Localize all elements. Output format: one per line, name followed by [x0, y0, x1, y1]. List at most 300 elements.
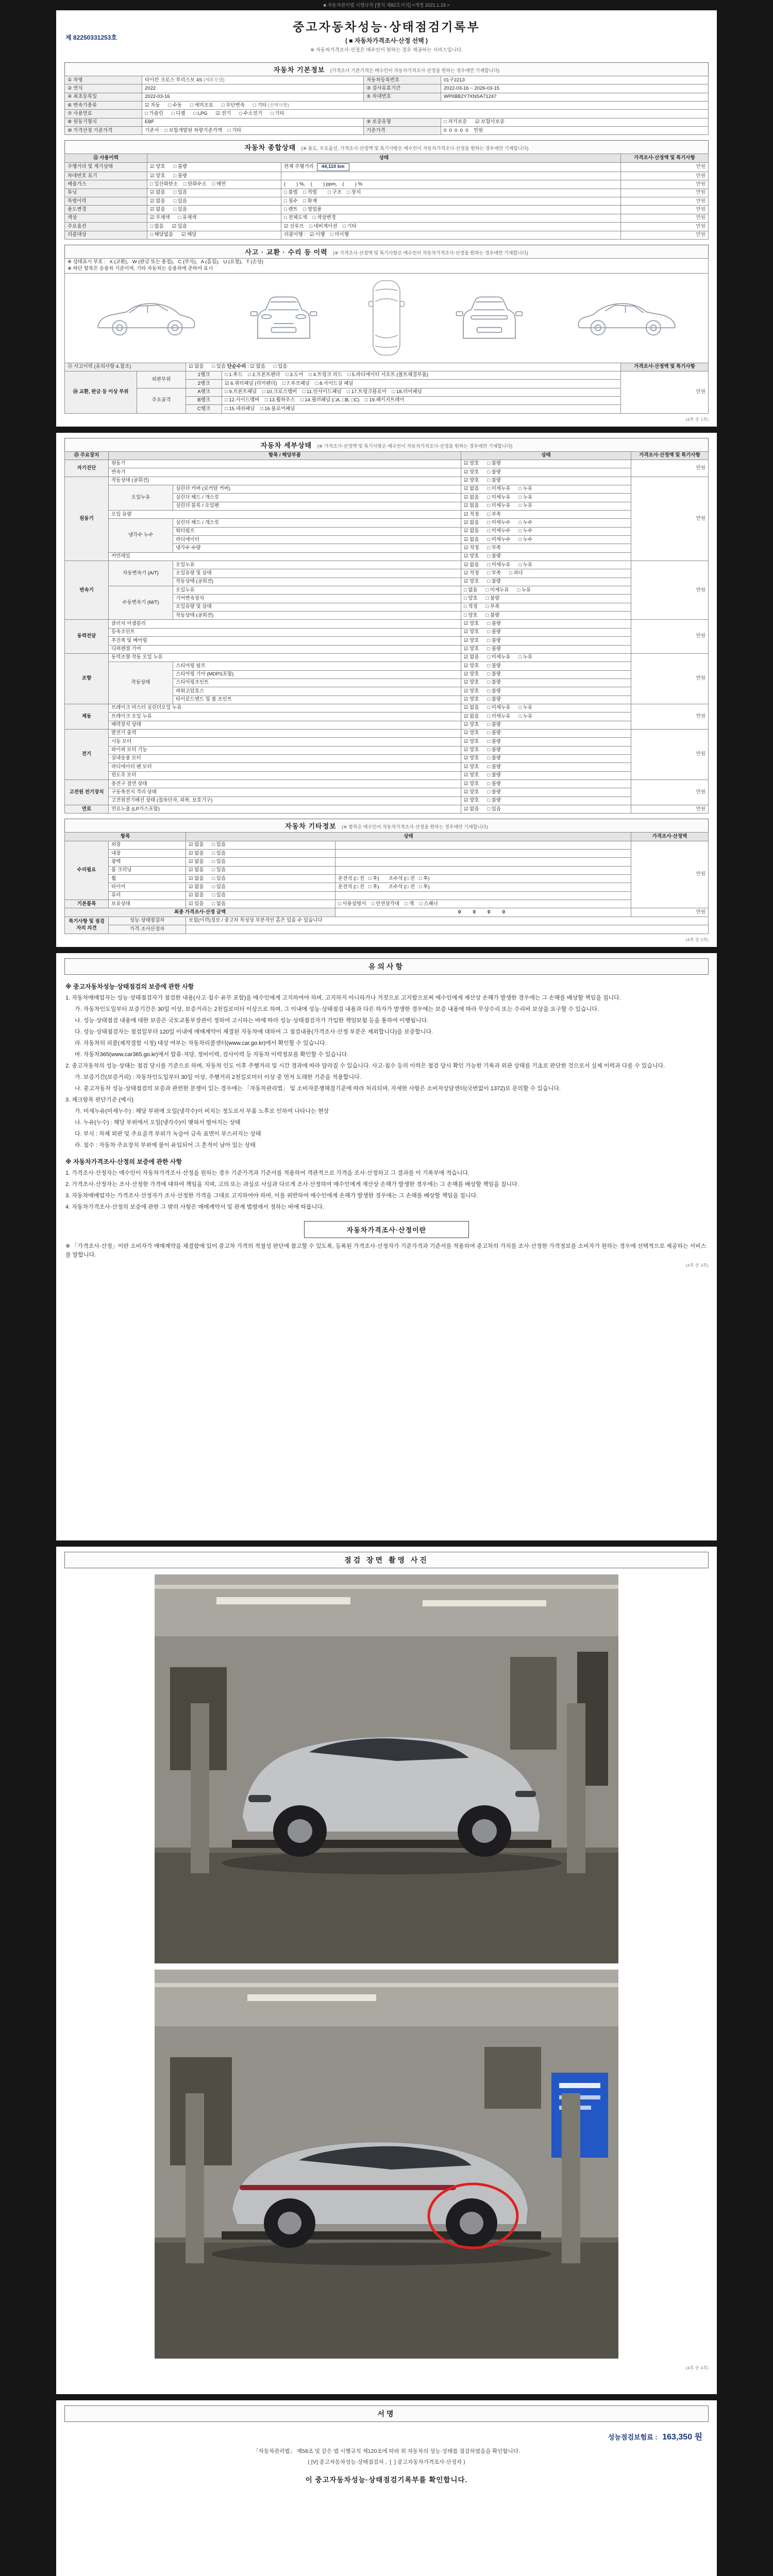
photos-title: 점검 장면 촬영 사진: [64, 1552, 709, 1568]
group-brake: 제동: [65, 704, 109, 729]
state: ☑ 없음 □ 미세누유 □ 누유: [461, 485, 631, 493]
section-title-basic: [64, 62, 709, 76]
col-state: 상태: [461, 451, 631, 460]
section-title-text: 사고 · 교환 · 수리 등 이력: [245, 248, 328, 256]
item: 스티어링 기어 (MDPS포함): [173, 670, 461, 679]
amount-cell: 만원: [631, 653, 709, 704]
signature-title: 서명: [64, 2405, 709, 2422]
section-title-note: (가격조사 기준가격은 매수인이 자동차가격조사·산정을 원하는 경우에만 기재합니다): [330, 68, 500, 73]
amount-cell: 만원: [631, 477, 709, 561]
document-subtitle-note: ※ 자동차가격조사·산정은 매수인이 원하는 경우 제공하는 서비스입니다.: [310, 47, 463, 53]
item: 오일누유: [173, 561, 461, 569]
accident-history-state: ☑ 없음 □ 있음 단순수리 : ☑ 없음 □ 있음: [186, 363, 621, 371]
amount-cell: 만원: [621, 231, 709, 239]
item: 실린더 커버 (로커암 커버): [173, 485, 461, 493]
page-detail-state: [56, 433, 717, 947]
state: ☑ 없음 □ 미세누수 □ 누수: [461, 527, 631, 535]
item: 실린더 블록 / 오일팬: [173, 502, 461, 510]
amount-cell: 만원: [621, 172, 709, 180]
item: 발전기 출력: [109, 729, 461, 737]
car-name-submodel: (세부모델): [203, 77, 225, 82]
state: ☑ 양호 □ 불량: [461, 771, 631, 779]
state: ☑ 없음 □ 있음: [186, 850, 335, 858]
item: 클러치 어셈블리: [109, 620, 461, 628]
price-appraisal-definition-box: 자동차가격조사·산정이란: [304, 1221, 469, 1238]
first-registration-label: ④ 최초등록일: [65, 93, 142, 101]
car-diagram-front: [246, 291, 321, 345]
row-label: 차대번호 표기: [65, 172, 147, 180]
item: 휠: [109, 875, 186, 883]
car-name-value: 타이칸 크로스 투리스모 4S (세부모델): [142, 76, 364, 84]
signature-statement-1: 「자동차관리법」 제58조 및 같은 법 시행규칙 제120조에 따라 위 자동차의 성능·상태를 점검하였음을 확인합니다.: [253, 2448, 520, 2454]
rank2-label: 2랭크: [186, 380, 222, 388]
state: ☑ 없음 □ 있음: [186, 883, 335, 891]
row-extra: ☑ 선루프 □ 네비게이션 □ 기타: [281, 223, 621, 231]
col-amount: 가격조사·산정액 및 특기사항: [621, 154, 709, 162]
extra: [335, 891, 631, 900]
col-use-history: ⑪ 사용이력: [65, 154, 147, 162]
item: 구동축전지 격리 상태: [109, 788, 461, 796]
item: 커먼레일: [109, 552, 461, 561]
state: ☑ 없음 □ 미세누수 □ 누수: [461, 519, 631, 527]
item: 브레이크 마스터 실린더오일 누유: [109, 704, 461, 712]
item: 냉각수 수량: [173, 544, 461, 552]
amount-cell: 만원: [621, 223, 709, 231]
notice-line: 라. 자동차의 리콜(제작결함 시정) 대상 여부는 자동차리콜센터(www.car.go.kr)에서 확인할 수 있습니다.: [75, 1040, 327, 1046]
transmission-note: (선택사항): [268, 102, 289, 108]
state: ☑ 적정 □ 부족 □ 과다: [461, 569, 631, 578]
notice-line: 다. 부식 : 차체 외판 및 주요골격 부위가 녹슬어 금속 표면이 부스러지는 상태: [75, 1131, 261, 1138]
group-basic-items: 기본품목: [65, 900, 109, 908]
signature-statement-2: ( [V] 중고자동차성능·상태점검자 , [ ] 중고자동차가격조사·산정자 ): [308, 2459, 465, 2465]
car-diagram-top: [365, 277, 408, 359]
photo-scene-front: [155, 1574, 618, 1963]
state: ☑ 없음 □ 있음: [461, 805, 631, 814]
state: ☑ 양호 □ 불량: [461, 788, 631, 796]
notice-line: 나. 중고자동차 성능·상태점검의 보증과 관련한 분쟁이 있는 경우에는 「자동차관리법」 및 소비자분쟁해결기준에 따라 처리되며, 자세한 사항은 소비자상담센터(국번없이 1372)로 문의할 수 있습니다.: [75, 1085, 561, 1092]
first-registration-value: 2022-03-16: [142, 93, 364, 101]
group-electric: 전기: [65, 729, 109, 779]
subgroup-oil-leak: 오일누유: [109, 485, 173, 510]
page-number-note: (4쪽 중 4쪽): [685, 2365, 709, 2370]
section-title-overall: [64, 140, 709, 154]
document-subtitle: ( ■ 자동차가격조사·산정 선택 ): [345, 37, 428, 44]
item: 추진축 및 베어링: [109, 637, 461, 645]
notice-line: 3. 자동차매매업자는 가격조사·산정자가 조사·산정한 가격을 그대로 고지하여야 하며, 이를 위반하여 매수인에게 손해가 발생한 경우에는 그 손해를 배상할 책임을 집니다.: [65, 1193, 478, 1199]
page-notice: [56, 953, 717, 1540]
item: 변속기: [109, 468, 461, 477]
item: 와이퍼 모터 기능: [109, 746, 461, 754]
row-state: ☑ 없음 □ 있음: [147, 189, 281, 197]
row-label: 배출가스: [65, 180, 147, 189]
car-name-label: ① 차명: [65, 76, 142, 84]
state: ☑ 양호 □ 불량: [461, 620, 631, 628]
state: ☑ 없음 □ 미세누유 □ 누유: [461, 713, 631, 721]
car-diagram-side-left: [91, 291, 201, 345]
state: ☑ 양호 □ 불량: [461, 637, 631, 645]
group-transmission: 변속기: [65, 561, 109, 620]
section-title-text: 자동차 기타정보: [285, 822, 337, 831]
accident-history-table: [64, 258, 709, 414]
odometer-state: ☑ 양호 □ 불량: [147, 162, 281, 172]
group-selfdiag: 자기진단: [65, 460, 109, 477]
amount-cell: 만원: [631, 561, 709, 620]
fuel-label: ⑦ 사용연료: [65, 110, 142, 118]
item: 타이로드엔드 및 볼 조인트: [173, 696, 461, 704]
row-extra: [281, 172, 621, 180]
notice-line: 나. 누유(누수) : 해당 부위에서 오일(냉각수)이 맺혀서 떨어지는 상태: [75, 1120, 241, 1126]
state: ☑ 양호 □ 불량: [461, 578, 631, 586]
legend-line-1: ※ 상태표시 부호 : X (교환), W (판금 또는 용접), C (부식), A (흠집), U (요철), T (손상): [68, 259, 263, 265]
document-header: [64, 15, 709, 57]
group-repair-needed: 수리필요: [65, 841, 109, 900]
col-item: 항목: [65, 833, 186, 841]
row-label: 튜닝: [65, 189, 147, 197]
state: ☑ 없음 □ 미세누유 □ 누유: [461, 653, 631, 662]
item: 보유상태: [109, 900, 186, 908]
col-device: ⑮ 주요장치: [65, 451, 109, 460]
year-label: ② 연식: [65, 84, 142, 93]
row-label: 주요옵션: [65, 223, 147, 231]
notice-line: 나. 성능·상태점검 내용에 대한 보증은 국토교통부장관이 정하여 고시하는 바에 따라 성능·상태점검자가 가입한 책임보험 등을 통하여 이행됩니다.: [75, 1017, 429, 1024]
amount-cell: 만원: [631, 729, 709, 779]
state: ☑ 없음 □ 있음: [186, 841, 335, 849]
rank1-label: 1랭크: [186, 371, 222, 379]
state: ☑ 적정 □ 부족: [461, 544, 631, 552]
inspection-insurance-fee: [71, 2430, 702, 2442]
col-state: 상태: [147, 154, 621, 162]
fee-label: 성능점검보험료 :: [608, 2433, 658, 2441]
notice-section1-title: ※ 중고자동차성능·상태점검의 보증에 관한 사항: [65, 982, 194, 990]
legend-line-2: ※ 하단 항목은 승용차 기준이며, 기타 자동차는 승용차에 준하여 표시: [68, 265, 213, 272]
row-label: 리콜대상: [65, 231, 147, 239]
state: ☑ 양호 □ 불량: [461, 780, 631, 788]
state: ☑ 없음 □ 미세누수 □ 누수: [461, 536, 631, 544]
rankC-items: □ 15.대쉬패널 □ 16.플로어패널: [222, 405, 621, 413]
notice-line: 가. 미세누유(미세누수) : 해당 부위에 오일(냉각수)이 비치는 정도로서 부품 노후로 인하여 나타나는 현상: [75, 1108, 329, 1114]
row-extra: □ 침수 □ 화재: [281, 197, 621, 206]
item: 원동기: [109, 460, 461, 468]
row-state: ☑ 없음 □ 있음: [147, 206, 281, 214]
rank2-items: ☑ 6.쿼터패널 (리어펜더) □ 7.루프패널 □ 8.사이드실 패널: [222, 380, 621, 388]
amount-cell: 만원: [621, 206, 709, 214]
row-state: □ 없음 ☑ 있음: [147, 223, 281, 231]
vin-label: ⑤ 차대번호: [364, 93, 441, 101]
subgroup-mt: 수동변속기 (M/T): [109, 586, 173, 620]
notice-line: 마. 자동차365(www.car365.go.kr)에서 압류·저당, 정비이력, 검사이력 등 자동차 이력정보를 확인할 수 있습니다.: [75, 1051, 349, 1058]
state: ☑ 양호 □ 불량: [461, 687, 631, 696]
item: 디퍼렌셜 기어: [109, 645, 461, 653]
subgroup-operation: 작동상태: [109, 662, 173, 704]
simple-repair-state: ☑ 없음 □ 있음: [250, 364, 288, 370]
inspector-opinion-label: 특기사항 및 점검자의 의견: [65, 917, 109, 934]
amount-cell: 만원: [631, 704, 709, 729]
item: 라디에이터: [173, 536, 461, 544]
state: ☑ 양호 □ 불량: [461, 796, 631, 805]
item: 광택: [109, 858, 186, 866]
state: ☑ 양호 □ 불량: [461, 754, 631, 762]
item: 배력장치 상태: [109, 721, 461, 729]
item: 오일유량 및 상태: [173, 569, 461, 578]
outer-panel-label: 외판부위: [137, 371, 186, 388]
row-state: □ 일산화탄소 □ 탄화수소 □ 매연: [147, 180, 281, 189]
amount-cell: 만원: [631, 620, 709, 653]
state: □ 양호 □ 불량: [461, 612, 631, 620]
state: ☑ 양호 □ 불량: [461, 645, 631, 653]
rank1-items: □ 1.후드 □ 2.프론트펜더 □ 3.도어 □ 4.트렁크 리드 □ 5.라디에이터 서포트 (볼트체결부품): [222, 371, 621, 379]
state: ☑ 양호 □ 불량: [461, 477, 631, 485]
rankA-items: □ 9.프론트패널 □ 10.크로스멤버 □ 11.인사이드패널 □ 17.트렁크플로어 □ 18.리어패널: [222, 388, 621, 396]
inspection-period-label: ③ 검사유효기간: [364, 84, 441, 93]
extra: [335, 858, 631, 866]
base-price-label: 기준가격: [364, 127, 441, 135]
main-frame-label: 주요골격: [137, 388, 186, 413]
state: ☑ 없음 □ 있음: [186, 891, 335, 900]
rankB-label: B랭크: [186, 396, 222, 404]
warranty-type-value: □ 자가보증 ☑ 보험사보증: [441, 118, 709, 126]
item: 동력조향 작동 오일 누유: [109, 653, 461, 662]
state: ☑ 없음 □ 미세누유 □ 누유: [461, 561, 631, 569]
amount-cell: 만원: [631, 460, 709, 477]
base-price-value: 0 0 0 0 0 만원: [441, 127, 709, 135]
page-number-note: (4쪽 중 1쪽): [685, 416, 709, 422]
row-extra: □ 렌트 □ 영업용: [281, 206, 621, 214]
state: ☑ 없음 □ 미세누유 □ 누유: [461, 494, 631, 502]
amount-cell: 만원: [621, 214, 709, 222]
page-photos: [56, 1547, 717, 2394]
state-legend: [65, 258, 709, 273]
state: ☑ 양호 □ 불량: [461, 670, 631, 679]
state: ☑ 양호 □ 불량: [461, 679, 631, 687]
item: 고전원전기배선 상태 (접속단자, 피복, 보호기구): [109, 796, 461, 805]
performance-inspector-label: 성능·상태점검자: [109, 917, 186, 925]
rankC-label: C랭크: [186, 405, 222, 413]
notice-section2-title: ※ 자동차가격조사·산정의 보증에 관한 사항: [65, 1158, 182, 1166]
price-base-value: 기준서 : □ 보험개발원 차량기준가액 □ 기타: [142, 127, 364, 135]
item: 연료누출 (LP가스포함): [109, 805, 461, 814]
item: 워터펌프: [173, 527, 461, 535]
row-state: □ 해당없음 ☑ 해당: [147, 231, 281, 239]
item: 작동상태 (공회전): [109, 477, 461, 485]
row-state: ☑ 없음 □ 있음: [147, 197, 281, 206]
notice-line: 2. 가격조사·산정자는 조사·산정한 가격에 대하여 책임을 지며, 고의 또는 과실로 사실과 다르게 조사·산정하여 매수인에게 재산상 손해가 발생한 경우에는 그 손해를 배상할 책임을 집니다.: [65, 1181, 519, 1188]
car-diagram-cell: [65, 273, 709, 363]
notice-line: 1. 가격조사·산정자는 매수인이 자동차가격조사·산정을 원하는 경우 기준가격과 기준서를 적용하여 객관적으로 가격을 조사·산정하고 그 결과를 이 기록부에 적습니다.: [65, 1170, 470, 1177]
page-signature: [56, 2400, 717, 2576]
notice-title: 유의사항: [64, 958, 709, 975]
state: ☑ 양호 □ 불량: [461, 696, 631, 704]
row-extra: □ 불법 □ 적법 □ 구조 □ 장치: [281, 189, 621, 197]
item: 스티어링조인트: [173, 679, 461, 687]
state: ☑ 양호 □ 불량: [461, 746, 631, 754]
detail-state-table: [64, 451, 709, 814]
item: 실내송풍 모터: [109, 754, 461, 762]
item: 스티어링 펌프: [173, 662, 461, 670]
row-extra: ( ) %, ( ) ppm, ( ) %: [281, 180, 621, 189]
state: ☑ 양호 □ 불량: [461, 738, 631, 746]
state: ☑ 양호 □ 불량: [461, 628, 631, 636]
warranty-type-label: ⑨ 보증유형: [364, 118, 441, 126]
row-label: 특별이력: [65, 197, 147, 206]
simple-repair-label: 단순수리: [227, 364, 246, 370]
notice-line: 가. 보증기간(보증거리) : 자동차인도일부터 30일 이상, 주행거리 2천킬로미터 이상 중 먼저 도래한 기준을 적용합니다.: [75, 1074, 361, 1080]
subgroup-coolant-leak: 냉각수 누수: [109, 519, 173, 552]
odometer-reading: 현재 주행거리 44,110 km: [281, 162, 621, 172]
item: 라디에이터 팬 모터: [109, 763, 461, 771]
extra: 운전석 (□ 전 □ 후) 조수석 (□ 전 □ 후): [335, 875, 631, 883]
year-value: 2022: [142, 84, 364, 93]
section-title-accident: [64, 245, 709, 258]
notice-line: 3. 체크항목 판단기준 (예시): [65, 1096, 133, 1103]
col-item: 항목 / 해당부품: [109, 451, 461, 460]
fee-value: 163,350 원: [662, 2432, 702, 2442]
amount-cell: 만원: [631, 841, 709, 908]
form-reference-note: ■ 자동차관리법 시행규칙 [별지 제82호서식] <개정 2021.1.19.>: [323, 3, 450, 8]
reg-no-label: 자동차등록번호: [364, 76, 441, 84]
final-price-label: 최종 가격조사·산정 금액: [65, 908, 335, 917]
item: 브레이크 오일 누유: [109, 713, 461, 721]
subgroup-at: 자동변속기 (A/T): [109, 561, 173, 586]
vin-value: WP0BB2Y7XNSA71247: [441, 93, 709, 101]
price-base-label: ⑩ 가격산정 기준가격: [65, 127, 142, 135]
col-amount: 가격조사·산정액 및 특기사항: [620, 363, 708, 371]
page-number-note: (4쪽 중 2쪽): [685, 937, 709, 942]
row-state: ☑ 양호 □ 불량: [147, 172, 281, 180]
signature-confirmation: 이 중고자동차성능·상태점검기록부를 확인합니다.: [305, 2476, 468, 2484]
state: ☑ 없음 □ 미세누유 □ 누유: [461, 502, 631, 510]
state: □ 양호 □ 불량: [461, 595, 631, 603]
group-fuel: 연료: [65, 805, 109, 814]
row-state: ☑ 무채색 □ 유채색: [147, 214, 281, 222]
section-title-note: (※ 용도, 주요옵션, 가격조사·산정액 및 특기사항은 매수인이 자동차가격조사·산정을 원하는 경우에만 기재합니다): [301, 146, 529, 151]
item: 파워고압호스: [173, 687, 461, 696]
notice-line: 가. 자동차인도일부터 보증기간은 30일 이상, 보증거리는 2천킬로미터 이상으로 하며, 그 이내에 성능·상태점검 내용과 다른 하자가 발생한 경우에는 보증 내용에 따라 무상수리 또는 수리비 보상을 요구할 수 있습니다.: [75, 1006, 599, 1012]
col-amount: 가격조사·산정액: [631, 833, 709, 841]
car-diagrams: [68, 274, 705, 362]
notice-line: 라. 침수 : 자동차 주요장치 부위에 물이 유입되어 그 흔적이 남아 있는 상태: [75, 1142, 256, 1149]
state: ☑ 양호 □ 불량: [461, 460, 631, 468]
section-title-note: (※ 가격조사·산정액 및 특기사항은 매수인이 자동차가격조사·산정을 원하는 경우에만 기재합니다): [333, 250, 528, 256]
rankB-items: □ 12.사이드멤버 □ 13.휠하우스 □ 14.필러패널 (□A, □B, □C) □ 19.패키지트레이: [222, 396, 621, 404]
item: 룸 크리닝: [109, 866, 186, 874]
item: 충전구 절연 상태: [109, 780, 461, 788]
item: 작동상태 (공회전): [173, 612, 461, 620]
odometer-value: 44,110 km: [317, 163, 349, 171]
extra: [335, 850, 631, 858]
col-amount: 가격조사·산정액 및 특기사항: [631, 451, 709, 460]
notice-line: 2. 중고자동차의 성능·상태는 점검 당시를 기준으로 하며, 자동차 인도 이후 주행거리 및 시간 경과에 따라 달라질 수 있습니다. 사고·침수 등의 이력은 점검 당시 확인 가능한 기록과 외관 상태를 기초로 판단한 것으로서 실제 이력과 다를 수 있습니다.: [65, 1062, 665, 1069]
performance-inspector-comment: 보험(이력)정보 / 중고차 특성상 부분적인 흠은 있을 수 있습니다: [186, 917, 709, 925]
extra: 운전석 (□ 전 □ 후) 조수석 (□ 전 □ 후): [335, 883, 631, 891]
state: □ 적정 □ 부족: [461, 603, 631, 611]
document-title: 중고자동차성능·상태점검기록부: [293, 20, 480, 33]
section-title-text: 자동차 기본정보: [273, 66, 325, 74]
amount-cell: 만원: [621, 197, 709, 206]
state: ☑ 양호 □ 불량: [461, 468, 631, 477]
extra: [335, 841, 631, 849]
state: ☑ 없음 □ 있음: [186, 875, 335, 883]
item: 오일 유량: [109, 511, 461, 519]
page-number-note: (4쪽 중 3쪽): [685, 1263, 709, 1268]
row-label: 용도변경: [65, 206, 147, 214]
transmission-value: ☑ 자동 □ 수동 □ 세미오토 □ 무단변속 □ 기타 (선택사항): [142, 101, 709, 110]
state: ☑ 양호 □ 불량: [461, 552, 631, 561]
inspection-photo-front: [155, 1574, 618, 1963]
section-title-note: (※ 가격조사·산정액 및 특기사항은 매수인이 자동차가격조사·산정을 원하는 경우에만 기재합니다): [317, 443, 513, 449]
document-number: 제 82250331253호: [65, 34, 117, 41]
odometer-label: 주행거리 및 계기상태: [65, 162, 147, 172]
final-price-value: 0 0 0 0: [335, 908, 631, 917]
row-extra: □ 전체도색 □ 색상변경: [281, 214, 621, 222]
page-basic-info: [56, 10, 717, 427]
section-title-text: 자동차 종합상태: [244, 144, 296, 152]
price-appraiser-comment: [186, 925, 709, 934]
item: 윈도우 모터: [109, 771, 461, 779]
price-appraisal-definition-text: ※ 「가격조사·산정」이란 소비자가 매매계약을 체결함에 있어 중고차 가격의 적절성 판단에 참고할 수 있도록, 등록된 가격조사·산정자가 기준가격과 기준서를 적용하여 중고차의 가치를 조사·산정한 가격정보를 소비자가 원하는 경우에 선택적으로 제공하는 서비스를 말합니다.: [65, 1243, 707, 1259]
group-steering: 조향: [65, 653, 109, 704]
fuel-value: □ 가솔린 □ 디젤 □ LPG ☑ 전기 □ 수소전기 □ 기타: [142, 110, 709, 118]
item: 등속조인트: [109, 628, 461, 636]
state: ☑ 있음 □ 없음: [186, 900, 335, 908]
state: □ 없음 □ 미세누유 □ 누유: [461, 586, 631, 595]
engine-type-label: ⑧ 원동기형식: [65, 118, 142, 126]
amount-cell: 만원: [631, 805, 709, 814]
extra: □ 사용설명서 □ 안전삼각대 □ 잭 □ 스패너: [335, 900, 631, 908]
state: ☑ 양호 □ 불량: [461, 763, 631, 771]
inspection-period-value: 2022-03-16 ~ 2026-03-15: [441, 84, 709, 93]
amount-cell: 만원: [620, 371, 708, 413]
state: ☑ 양호 □ 불량: [461, 721, 631, 729]
row-label: 색상: [65, 214, 147, 222]
inspection-photo-rear: [155, 1970, 618, 2359]
section-title-etc: [64, 819, 709, 832]
group-engine: 원동기: [65, 477, 109, 561]
item: 실린더 헤드 / 개스킷: [173, 494, 461, 502]
engine-type-value: EBF: [142, 118, 364, 126]
item: 외장: [109, 841, 186, 849]
car-diagram-rear: [452, 291, 527, 345]
basic-info-table: [64, 76, 709, 135]
notice-line: 4. 자동차가격조사·산정의 보증에 관한 그 밖의 사항은 매매계약서 및 관계 법령에서 정하는 바에 따릅니다.: [65, 1204, 324, 1211]
item: 실린더 헤드 / 개스킷: [173, 519, 461, 527]
notice-line: 다. 성능·상태점검자는 점검일부터 120일 이내에 매매계약이 체결된 자동차에 대하여 그 점검내용(가격조사·산정 부분은 제외합니다)을 보증합니다.: [75, 1028, 433, 1035]
section-title-note: (※ 항목은 매수인이 자동차가격조사·산정을 원하는 경우에만 기재합니다): [342, 824, 488, 830]
amount-cell: 만원: [621, 189, 709, 197]
item: 오일유량 및 상태: [173, 603, 461, 611]
row-extra: 리콜이행 : ☑ 이행 □ 미이행: [281, 231, 621, 239]
transmission-label: ⑥ 변속기종류: [65, 101, 142, 110]
item: 타이어: [109, 883, 186, 891]
item: 기어변속장치: [173, 595, 461, 603]
price-appraiser-label: 가격·조사산정자: [109, 925, 186, 934]
reg-no-value: 01구2213: [441, 76, 709, 84]
state: ☑ 없음 □ 미세누유 □ 누유: [461, 704, 631, 712]
overall-state-table: [64, 154, 709, 239]
item: 시동 모터: [109, 738, 461, 746]
group-high-voltage: 고전원 전기장치: [65, 780, 109, 805]
final-price-unit: 만원: [631, 908, 709, 917]
section-title-text: 자동차 세부상태: [260, 441, 312, 449]
item: 내장: [109, 850, 186, 858]
etc-info-table: [64, 832, 709, 934]
item: 유리: [109, 891, 186, 900]
accident-history-label: ⑬ 사고이력 (유의사항 4.참조): [65, 363, 186, 371]
rankA-label: A랭크: [186, 388, 222, 396]
amount-cell: 만원: [621, 180, 709, 189]
exchange-section-label: ⑭ 교환, 판금 등 이상 부위: [65, 371, 137, 413]
group-powertrain: 동력전달: [65, 620, 109, 653]
section-title-detail: [64, 438, 709, 451]
